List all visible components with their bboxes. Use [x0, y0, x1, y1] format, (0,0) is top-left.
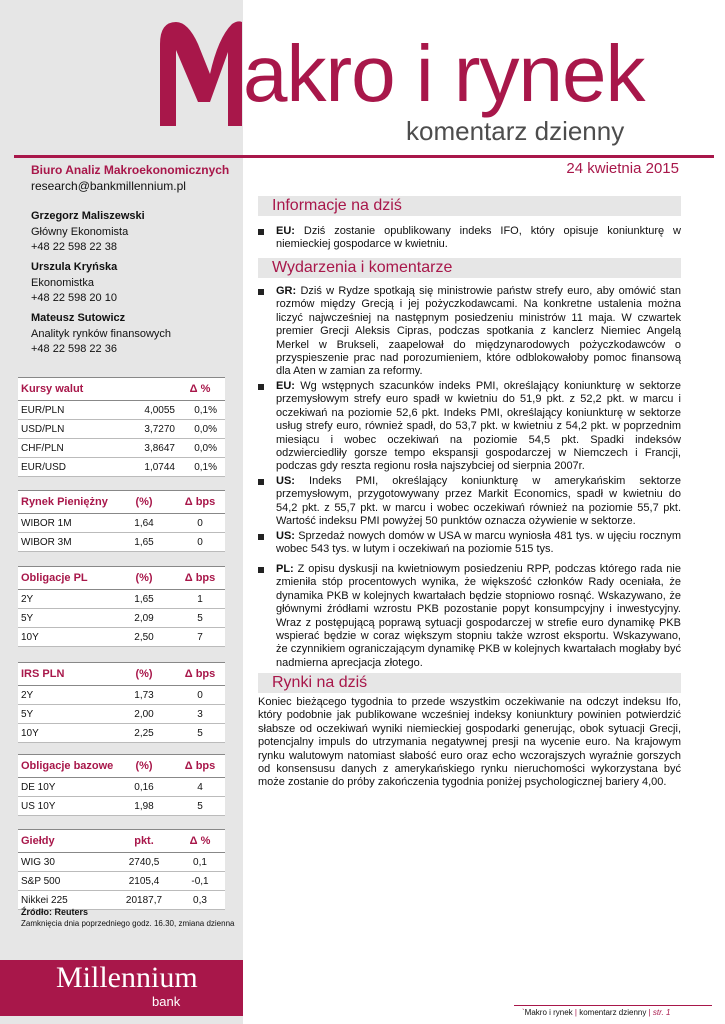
- table-cell: Nikkei 225: [21, 894, 68, 906]
- footer: [522, 1008, 670, 1017]
- table-cell: 0,1%: [194, 404, 217, 416]
- table-cell: 1: [197, 593, 203, 605]
- table-row: [18, 590, 225, 609]
- table-cell: 2Y: [21, 689, 34, 701]
- table-row: [18, 401, 225, 420]
- table-cell: DE 10Y: [21, 781, 56, 793]
- item-text: Wg wstępnych szacunków indeks PMI, określający koniunkturę w sektorze przemysłowym strefy euro spadł w kwietniu do 51,9 pkt. z 52,2 pkt. w marcu i oczekiwań na poziomie 52,6 pkt. Indeks PMI, określający koniunkturę w sektorze usług strefy euro, również spadł, do 53,7 pkt. w kwietniu z 54,2 pkt. w poprzednim miesiącu i wobec oczekiwań na poziomie 54,5 pkt. Spadki indeksów odzwierciedliły gorsze tempo ekspansji gospodarczej w Niemczech i Francji, podczas gdy reszta regionu rosła najszybciej od sierpnia 2007r.: [276, 380, 681, 473]
- header-cell: Giełdy: [21, 835, 55, 847]
- table-row: [18, 420, 225, 439]
- table-row: [18, 705, 225, 724]
- contact-card: [31, 311, 171, 358]
- table-cell: 5: [197, 612, 203, 624]
- table-cell: S&P 500: [21, 875, 61, 887]
- table-row: [18, 628, 225, 647]
- table-cell: WIG 30: [21, 856, 55, 868]
- table-cell: 0: [197, 536, 203, 548]
- stock-indices-table: [18, 829, 225, 910]
- table-cell: 4,0055: [144, 404, 175, 416]
- header-cell: Δ bps: [184, 760, 216, 772]
- header-cell: Δ bps: [184, 668, 216, 680]
- table-cell: WIBOR 3M: [21, 536, 72, 548]
- header-cell: Kursy walut: [21, 383, 84, 395]
- table-cell: EUR/USD: [21, 461, 67, 473]
- table-row: [18, 872, 225, 891]
- item-text: Z opisu dyskusji na kwietniowym posiedzeniu RPP, podczas którego rada nie zmieniła stóp procentowych wynika, że większość członków Rady oceniała, że dynamika PKB w kolejnych kwartałach będzie stopniowo rosnąć. Wskazywano, że głównymi źródłami wzrostu PKB pozostanie popyt konsumpcyjny i inwestycyjny. Wraz z postępującą poprawą sytuacji gospodarczej w strefie euro dynamikę PKB wspierać będzie w coraz większym stopniu także wzrost eksportu. Wskazywano, że czynnikiem ograniczającym dynamikę PKB w kolejnych kwartałach mogłaby być nadmierna aprecjacja złotego.: [276, 563, 681, 669]
- pl-bonds-table: [18, 566, 225, 647]
- benchmark-bonds-table: [18, 754, 225, 816]
- header-cell: IRS PLN: [21, 668, 65, 680]
- table-row: [18, 778, 225, 797]
- list-item: [258, 225, 681, 252]
- brand-logo-subtitle: bank: [152, 994, 181, 1009]
- table-cell: 2,25: [134, 727, 154, 739]
- table-cell: WIBOR 1M: [21, 517, 72, 529]
- table-header: [18, 754, 225, 778]
- table-cell: 10Y: [21, 727, 39, 739]
- page-title: akro i rynek: [243, 29, 645, 118]
- bullet-icon: [258, 289, 264, 295]
- table-header: [18, 377, 225, 401]
- header-cell: Rynek Pieniężny: [21, 496, 108, 508]
- footer-subtitle: komentarz dzienny: [579, 1008, 647, 1017]
- table-cell: 3,7270: [144, 423, 175, 435]
- contact-name: Grzegorz Maliszewski: [31, 210, 145, 222]
- footer-mark: `: [522, 1008, 525, 1017]
- header-cell: pkt.: [134, 835, 154, 847]
- masthead-divider: [14, 155, 714, 158]
- table-cell: 1,0744: [144, 461, 175, 473]
- item-label: US:: [276, 475, 295, 487]
- list-item: [258, 530, 681, 557]
- bullet-icon: [258, 534, 264, 540]
- contact-card: [31, 209, 145, 256]
- markets-paragraph: Koniec bieżącego tygodnia to przede wszystkim oczekiwanie na odczyt indeksu Ifo, który podobnie jak publikowane wcześniej indeksy koniunktury powinien potwierdzić słabsze od oczekiwań wyniki niemieckiej gospodarki generując, obok sytuacji Grecji, potencjalny impuls do utrzymania negatywnej presji na wycenie euro. Na krajowym rynku walutowym natomiast słabość euro oraz echo wczorajszych wyraźnie gorszych od konsensusu danych z amerykańskiego rynku nieruchomości wykorzystana być może zostanie do próby zakończenia tygodnia poniżej psychologicznej bariery 4,00.: [258, 696, 681, 789]
- bullet-icon: [258, 567, 264, 573]
- source-note: [21, 906, 234, 930]
- table-cell: 10Y: [21, 631, 39, 643]
- header-cell: (%): [135, 496, 153, 508]
- list-item: [258, 285, 681, 379]
- list-item: [258, 563, 681, 670]
- table-cell: 0,1%: [194, 461, 217, 473]
- table-row: [18, 724, 225, 743]
- table-cell: 2,50: [134, 631, 154, 643]
- source-description: Zamknięcia dnia poprzedniego godz. 16.30, zmiana dzienna: [21, 919, 235, 928]
- table-row: [18, 609, 225, 628]
- fx-table: [18, 377, 225, 477]
- bureau-email[interactable]: research@bankmillennium.pl: [31, 179, 186, 193]
- table-header: [18, 490, 225, 514]
- item-text: Dziś zostanie opublikowany indeks IFO, który opisuje koniunkturę w niemieckiej gospodarce w kwietniu.: [276, 225, 681, 251]
- contact-role: Ekonomistka: [31, 276, 94, 289]
- table-cell: 0,16: [134, 781, 154, 793]
- issue-date: 24 kwietnia 2015: [566, 160, 679, 177]
- page-number: str. 1: [652, 1008, 671, 1017]
- item-label: EU:: [276, 225, 295, 237]
- table-cell: 5: [197, 727, 203, 739]
- contact-name: Urszula Kryńska: [31, 261, 118, 273]
- header-cell: (%): [135, 572, 153, 584]
- contact-phone: +48 22 598 20 10: [31, 292, 117, 304]
- table-cell: 1,98: [134, 800, 154, 812]
- section-title-info: Informacje na dziś: [258, 196, 681, 216]
- footer-title: Makro i rynek: [524, 1008, 573, 1017]
- table-header: [18, 662, 225, 686]
- page-subtitle: komentarz dzienny: [406, 116, 625, 146]
- table-cell: EUR/PLN: [21, 404, 65, 416]
- table-cell: 2105,4: [128, 875, 160, 887]
- item-label: EU:: [276, 380, 295, 392]
- table-cell: 7: [197, 631, 203, 643]
- header-cell: (%): [135, 760, 153, 772]
- table-row: [18, 853, 225, 872]
- item-text: Dziś w Rydze spotkają się ministrowie państw strefy euro, aby omówić stan rozmów między Grecją i jej pożyczkodawcami. Na konkretne ustalenia można liczyć najwcześniej na następnym posiedzeniu ministrów 11 maja. W czwartek premier Grecji Aleksis Cipras, podczas spotkania z kanclerz Niemiec Angelą Merkel w Brukseli, zaapelował do międzynarodowych pożyczkodawców o przyspieszenie prac nad porozumieniem, które odblokowałoby pomoc finansową dla Aten w zamian za reformy.: [276, 285, 681, 378]
- bureau-block: [31, 162, 229, 194]
- table-cell: 2740,5: [128, 856, 160, 868]
- table-cell: 2Y: [21, 593, 34, 605]
- table-header: [18, 566, 225, 590]
- item-label: GR:: [276, 285, 297, 297]
- table-cell: 5Y: [21, 612, 34, 624]
- footer-divider: [514, 1005, 712, 1006]
- table-row: [18, 458, 225, 477]
- table-cell: -0,1: [191, 875, 209, 887]
- table-cell: 5: [197, 800, 203, 812]
- section-title-markets: Rynki na dziś: [258, 673, 681, 693]
- table-cell: 4: [197, 781, 203, 793]
- contact-role: Analityk rynków finansowych: [31, 327, 172, 340]
- table-cell: 20187,7: [125, 894, 163, 906]
- list-item: [258, 380, 681, 474]
- table-cell: 2,09: [134, 612, 154, 624]
- table-cell: 1,73: [134, 689, 154, 701]
- table-cell: 1,65: [134, 593, 154, 605]
- table-row: [18, 439, 225, 458]
- header-cell: (%): [135, 668, 153, 680]
- irs-table: [18, 662, 225, 743]
- table-cell: 0,1: [193, 856, 207, 868]
- footer-separator: |: [572, 1008, 580, 1017]
- table-cell: 0,0%: [194, 442, 217, 454]
- item-text: Sprzedaż nowych domów w USA w marcu wyniosła 481 tys. w ujęciu rocznym wobec 543 tys. w lutym i oczekiwań na poziomie 515 tys.: [276, 530, 681, 556]
- bureau-name: Biuro Analiz Makroekonomicznych: [31, 163, 230, 177]
- footer-separator: |: [646, 1008, 653, 1017]
- section-title-events: Wydarzenia i komentarze: [258, 258, 681, 278]
- item-label: PL:: [276, 563, 294, 575]
- header-cell: Obligacje bazowe: [21, 760, 114, 772]
- money-market-table: [18, 490, 225, 552]
- brand-logo: Millennium: [56, 961, 198, 994]
- header-cell: Δ bps: [184, 572, 216, 584]
- table-cell: 3,8647: [144, 442, 175, 454]
- table-row: [18, 514, 225, 533]
- table-row: [18, 686, 225, 705]
- table-cell: 5Y: [21, 708, 34, 720]
- bullet-icon: [258, 479, 264, 485]
- table-cell: 3: [197, 708, 203, 720]
- contact-name: Mateusz Sutowicz: [31, 312, 126, 324]
- table-cell: 0: [197, 689, 203, 701]
- list-item: [258, 475, 681, 529]
- table-row: [18, 533, 225, 552]
- item-label: US:: [276, 530, 295, 542]
- contact-role: Główny Ekonomista: [31, 225, 129, 238]
- bullet-icon: [258, 229, 264, 235]
- item-text: Indeks PMI, określający koniunkturę w amerykańskim sektorze przemysłowym, przygotowywany przez Markit Economics, spadł w kwietniu do 54,2 pkt. z 55,7 pkt. w marcu i wobec oczekiwań również na poziomie 55,7 pkt. Wartość indeksu PMI powyżej 50 punktów oznacza ożywienie w sektorze.: [276, 475, 681, 528]
- table-cell: 0,0%: [194, 423, 217, 435]
- contact-phone: +48 22 598 22 38: [31, 241, 117, 253]
- contact-card: [31, 260, 117, 307]
- m-logo-icon: [158, 18, 242, 128]
- header-cell: Δ %: [189, 835, 211, 847]
- header-cell: Obligacje PL: [21, 572, 88, 584]
- table-header: [18, 829, 225, 853]
- table-row: [18, 797, 225, 816]
- header-cell: Δ bps: [184, 496, 216, 508]
- table-cell: 2,00: [134, 708, 154, 720]
- table-cell: 1,64: [134, 517, 154, 529]
- table-cell: 0: [197, 517, 203, 529]
- table-cell: CHF/PLN: [21, 442, 64, 454]
- table-cell: 1,65: [134, 536, 154, 548]
- bullet-icon: [258, 384, 264, 390]
- table-cell: US 10Y: [21, 800, 56, 812]
- table-cell: 0,3: [193, 894, 207, 906]
- table-cell: USD/PLN: [21, 423, 65, 435]
- contact-phone: +48 22 598 22 36: [31, 343, 117, 355]
- header-cell: Δ %: [189, 383, 211, 395]
- source-label: Źródło: Reuters: [21, 907, 89, 917]
